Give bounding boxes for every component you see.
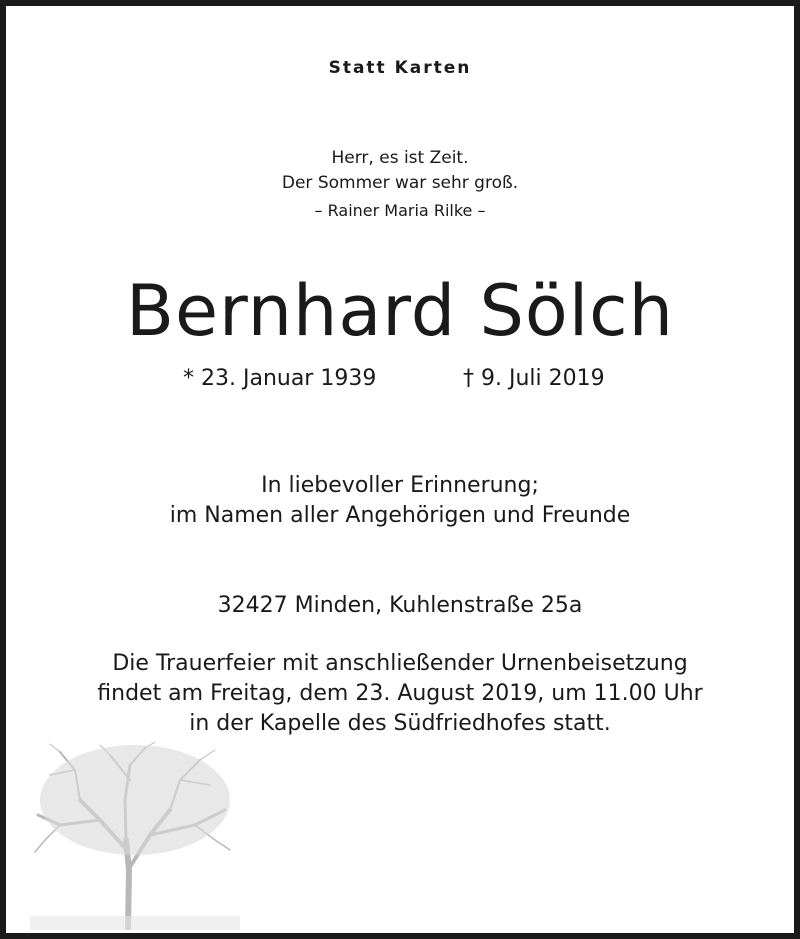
quote-author: – Rainer Maria Rilke – [314,201,486,220]
deceased-name: Bernhard Sölch [125,270,675,352]
memorial-line-1: In liebevoller Erinnerung; [261,473,539,498]
service-line-2: findet am Freitag, dem 23. August 2019, um 11.00 Uhr [97,681,703,706]
tree-illustration [30,740,240,930]
birth-date: * 23. Januar 1939 [183,366,377,391]
header-statt-karten: Statt Karten [328,58,472,78]
quote-line-1: Herr, es ist Zeit. [331,148,469,168]
memorial-line-2: im Namen aller Angehörigen und Freunde [169,503,631,528]
quote-line-2: Der Sommer war sehr groß. [281,173,519,193]
service-line-3: in der Kapelle des Südfriedhofes statt. [189,711,611,736]
service-line-1: Die Trauerfeier mit anschließender Urnenbeisetzung [112,651,688,676]
address: 32427 Minden, Kuhlenstraße 25a [217,593,583,618]
death-date: † 9. Juli 2019 [463,366,605,391]
